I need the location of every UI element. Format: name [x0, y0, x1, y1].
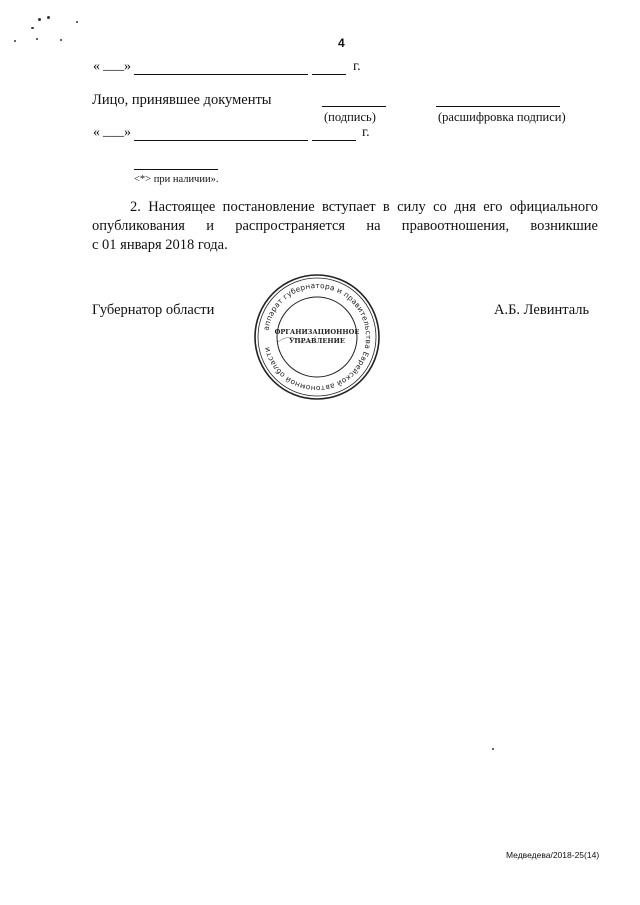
scan-speck — [47, 16, 50, 19]
scan-speck — [60, 39, 62, 41]
footnote-rule — [134, 169, 218, 170]
close-quote: » — [124, 125, 131, 140]
page-number: 4 — [338, 36, 345, 50]
year-suffix: г. — [353, 59, 361, 74]
signer-name: А.Б. Левинталь — [494, 302, 590, 318]
scan-speck — [31, 27, 34, 29]
year-suffix: г. — [362, 125, 370, 140]
recipient-label: Лицо, принявшее документы — [92, 92, 272, 108]
paragraph-line-1: 2. Настоящее постановление вступает в силу со дня его официального — [130, 199, 598, 215]
scan-speck — [76, 21, 78, 23]
footnote: <*> при наличии». — [134, 174, 219, 185]
open-quote: « — [93, 59, 100, 74]
signer-position: Губернатор области — [92, 302, 215, 318]
close-quote: » — [124, 59, 131, 74]
open-quote: « — [93, 125, 100, 140]
svg-text:УПРАВЛЕНИЕ: УПРАВЛЕНИЕ — [289, 337, 345, 345]
scan-speck — [492, 748, 494, 750]
svg-text:аппарат губернатора и правител: аппарат губернатора и правительства Еврейской автономной области — [261, 280, 374, 394]
day-blank: ___ — [103, 124, 124, 139]
document-code: Медведева/2018-25(14) — [506, 850, 600, 860]
signature-caption: (подпись) — [324, 110, 376, 124]
svg-text:ОРГАНИЗАЦИОННОЕ: ОРГАНИЗАЦИОННОЕ — [274, 328, 360, 336]
paragraph-line-3: с 01 января 2018 года. — [92, 237, 228, 253]
month-blank-line — [134, 140, 308, 141]
official-seal-stamp — [252, 272, 382, 402]
month-blank-line — [134, 74, 308, 75]
year-blank-line — [312, 74, 346, 75]
scan-speck — [38, 18, 41, 21]
scan-speck — [14, 40, 16, 42]
year-blank-line — [312, 140, 356, 141]
paragraph-line-2: опубликования и распространяется на правоотношения, возникшие — [92, 218, 598, 234]
signature-line — [322, 106, 386, 107]
decode-caption: (расшифровка подписи) — [438, 110, 566, 124]
scan-speck — [36, 38, 38, 40]
decode-line — [436, 106, 560, 107]
paragraph-2 — [92, 198, 598, 255]
day-blank: ___ — [103, 58, 124, 73]
